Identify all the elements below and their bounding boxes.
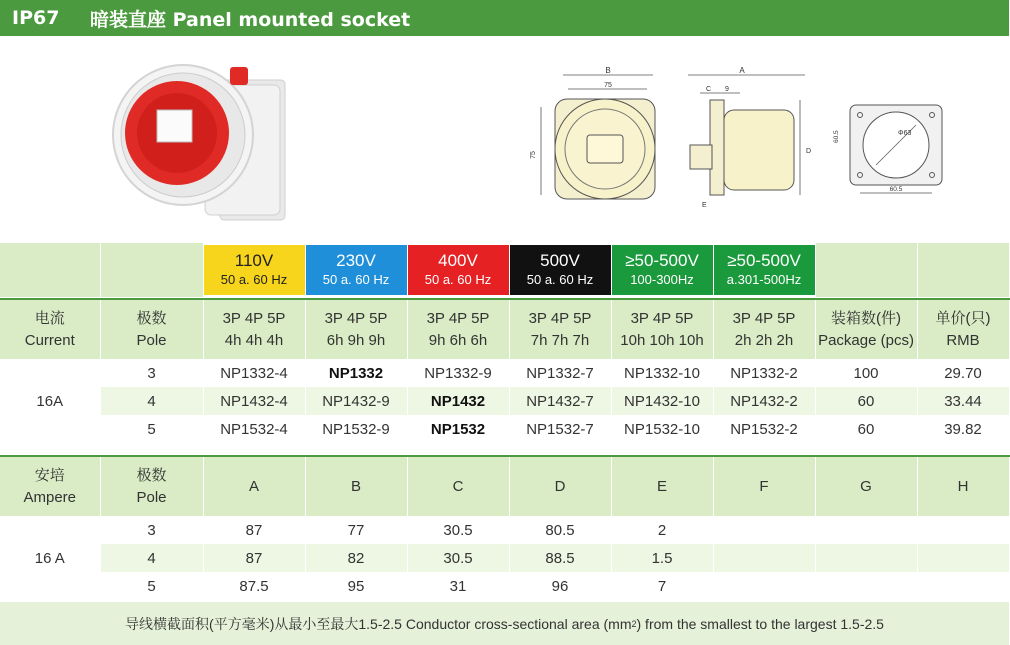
dim-value: 87	[203, 544, 305, 572]
model-code: NP1332-4	[203, 359, 305, 387]
voltage-range2-cell: ≥50-500V a.301-500Hz	[713, 243, 815, 297]
header-pole-config-3: 3P 4P 5P 9h 6h 6h	[407, 299, 509, 359]
dim-value: 30.5	[407, 516, 509, 544]
ip-rating: IP67	[12, 7, 60, 29]
panel-cutout-drawing	[832, 95, 952, 205]
volt-blank-4	[917, 243, 1009, 297]
dim-value	[815, 516, 917, 544]
header-dim-f: F	[713, 456, 815, 516]
dim-value	[917, 544, 1009, 572]
model-code: NP1332-10	[611, 359, 713, 387]
page-title: 暗装直座 Panel mounted socket	[90, 8, 411, 31]
header-bar	[0, 0, 1009, 36]
dim-value: 1.5	[611, 544, 713, 572]
header-pole: 极数 Pole	[100, 456, 203, 516]
dim-value: 77	[305, 516, 407, 544]
table-row	[0, 387, 1009, 415]
dim-label-e: E	[702, 202, 707, 209]
header-dim-h: H	[917, 456, 1009, 516]
voltage-400-cell: 400V 50 a. 60 Hz	[407, 243, 509, 297]
model-code: NP1532	[407, 415, 509, 443]
header-pole: 极数 Pole	[100, 299, 203, 359]
dim-value: 2	[611, 516, 713, 544]
table-row	[0, 544, 1009, 572]
model-code: NP1432-10	[611, 387, 713, 415]
header-ampere: 安培 Ampere	[0, 456, 100, 516]
model-code: NP1532-7	[509, 415, 611, 443]
dim-value: 87	[203, 516, 305, 544]
dim-label-60-5-bottom: 60.5	[889, 186, 903, 193]
ampere-value: 16 A	[0, 516, 100, 600]
model-code: NP1432	[407, 387, 509, 415]
dim-value	[815, 572, 917, 600]
model-code: NP1532-4	[203, 415, 305, 443]
dim-value: 7	[611, 572, 713, 600]
voltage-header-table	[0, 243, 1010, 297]
voltage-range1-cell: ≥50-500V 100-300Hz	[611, 243, 713, 297]
dim-value	[713, 516, 815, 544]
dim-label-phi63: Φ63	[898, 130, 912, 137]
header-pole-config-4: 3P 4P 5P 7h 7h 7h	[509, 299, 611, 359]
volt-blank-3	[815, 243, 917, 297]
current-value: 16A	[0, 359, 100, 443]
dim-label-c: C	[706, 86, 712, 93]
package-value: 60	[815, 387, 917, 415]
voltage-500-cell: 500V 50 a. 60 Hz	[509, 243, 611, 297]
dim-value: 88.5	[509, 544, 611, 572]
dim-value: 31	[407, 572, 509, 600]
header-dim-d: D	[509, 456, 611, 516]
header-package: 装箱数(件) Package (pcs)	[815, 299, 917, 359]
dim-label-b: B	[605, 66, 611, 75]
table-row	[0, 415, 1009, 443]
side-view-drawing	[680, 65, 810, 215]
pole-value: 4	[100, 544, 203, 572]
voltage-110-cell: 110V 50 a. 60 Hz	[203, 243, 305, 297]
volt-blank-1	[0, 243, 100, 297]
pole-value: 4	[100, 387, 203, 415]
conductor-note-sup: 2	[631, 618, 637, 629]
dim-value: 87.5	[203, 572, 305, 600]
model-code: NP1532-2	[713, 415, 815, 443]
dimensions-table	[0, 455, 1010, 600]
dim-label-75-top: 75	[604, 82, 612, 89]
dim-value	[815, 544, 917, 572]
voltage-230-cell: 230V 50 a. 60 Hz	[305, 243, 407, 297]
header-dim-c: C	[407, 456, 509, 516]
header-dim-b: B	[305, 456, 407, 516]
header-pole-config-5: 3P 4P 5P 10h 10h 10h	[611, 299, 713, 359]
model-code: NP1432-9	[305, 387, 407, 415]
header-dim-e: E	[611, 456, 713, 516]
dim-label-d: D	[806, 148, 812, 155]
model-code: NP1332-9	[407, 359, 509, 387]
dim-label-a: A	[739, 66, 745, 75]
model-code: NP1332	[305, 359, 407, 387]
product-table	[0, 298, 1010, 443]
pole-value: 5	[100, 415, 203, 443]
model-code: NP1432-2	[713, 387, 815, 415]
model-code: NP1532-9	[305, 415, 407, 443]
volt-blank-2	[100, 243, 203, 297]
table-row	[0, 516, 1009, 544]
dim-label-75-side: 75	[530, 151, 537, 159]
header-dim-a: A	[203, 456, 305, 516]
price-value: 39.82	[917, 415, 1009, 443]
header-current: 电流 Current	[0, 299, 100, 359]
header-pole-config-6: 3P 4P 5P 2h 2h 2h	[713, 299, 815, 359]
package-value: 100	[815, 359, 917, 387]
dim-value: 82	[305, 544, 407, 572]
table-row	[0, 572, 1009, 600]
conductor-note-text-end: ) from the smallest to the largest 1.5-2.5	[636, 615, 884, 632]
dim-value	[917, 516, 1009, 544]
dim-value: 96	[509, 572, 611, 600]
pole-value: 5	[100, 572, 203, 600]
header-pole-config-1: 3P 4P 5P 4h 4h 4h	[203, 299, 305, 359]
model-code: NP1432-7	[509, 387, 611, 415]
dim-label-60-5-side: 60.5	[833, 130, 840, 143]
model-code: NP1332-2	[713, 359, 815, 387]
conductor-note	[0, 602, 1009, 645]
dim-value	[713, 572, 815, 600]
header-pole-config-2: 3P 4P 5P 6h 9h 9h	[305, 299, 407, 359]
package-value: 60	[815, 415, 917, 443]
dim-value	[917, 572, 1009, 600]
model-code: NP1532-10	[611, 415, 713, 443]
dim-label-9: 9	[725, 86, 729, 93]
conductor-note-text: 导线横截面积(平方毫米)从最小至最大1.5-2.5 Conductor cross-sectional area (mm	[125, 615, 632, 632]
dim-value	[713, 544, 815, 572]
price-value: 33.44	[917, 387, 1009, 415]
front-view-drawing	[525, 65, 665, 215]
pole-value: 3	[100, 359, 203, 387]
socket-photo	[105, 55, 295, 225]
model-code: NP1432-4	[203, 387, 305, 415]
table-row	[0, 359, 1009, 387]
price-value: 29.70	[917, 359, 1009, 387]
header-price: 单价(只) RMB	[917, 299, 1009, 359]
dim-value: 95	[305, 572, 407, 600]
pole-value: 3	[100, 516, 203, 544]
model-code: NP1332-7	[509, 359, 611, 387]
dim-value: 30.5	[407, 544, 509, 572]
header-dim-g: G	[815, 456, 917, 516]
dim-value: 80.5	[509, 516, 611, 544]
